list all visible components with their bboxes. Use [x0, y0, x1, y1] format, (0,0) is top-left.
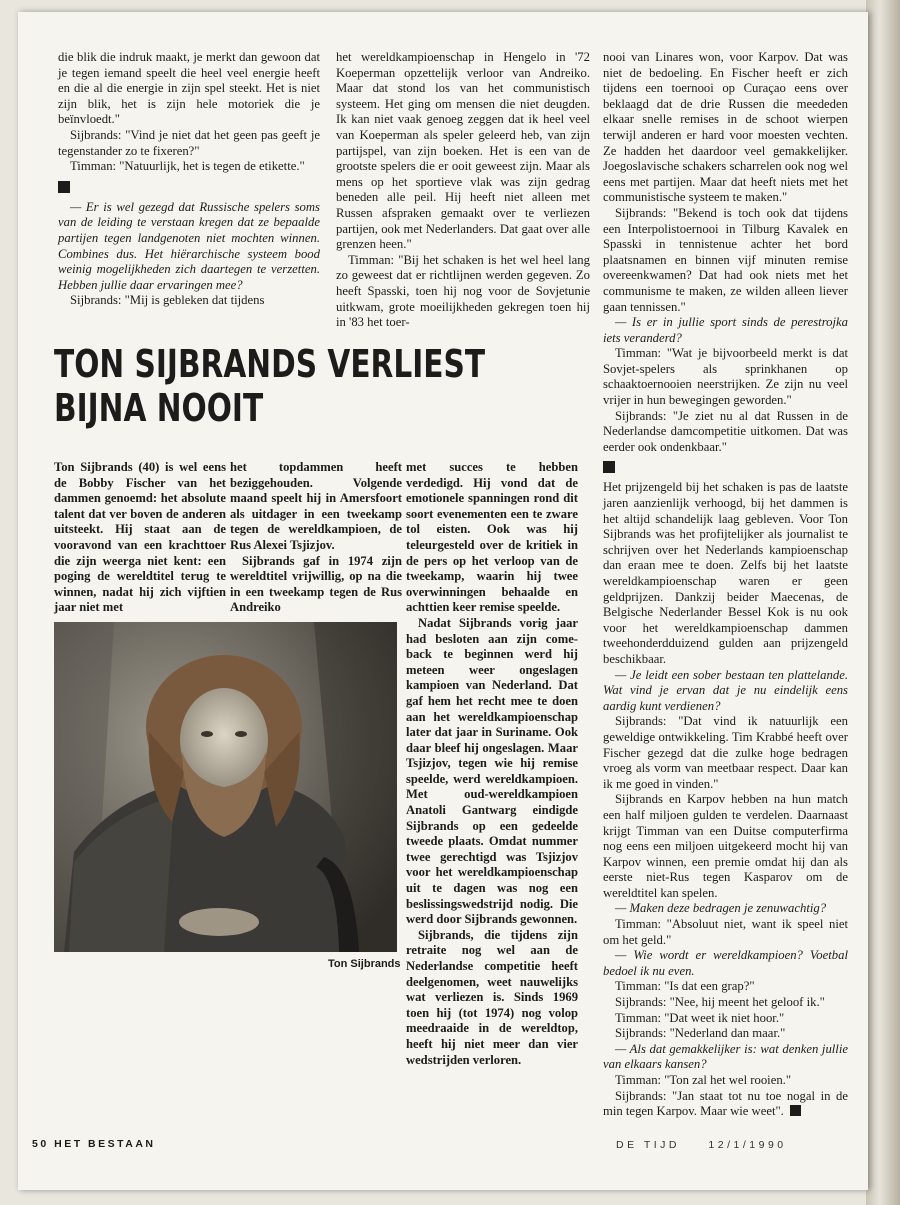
intro-column-a	[54, 460, 226, 616]
paragraph-text: Nadat Sijbrands vorig jaar had besloten aan zijn come-back te beginnen werd hij meteen weer ongeslagen kampioen van Nederland. Dat gaf hem het recht mee te doen aan het wereldkampioenschap later dat jaar in Suriname. Ook daar bleef hij ongeslagen. Maar Tsjizjov, tegen wie hij remise speelde, werd wereldkampioen. Met oud-wereldkampioen Anatoli Gantwarg eindigde Sijbrands op een gedeelde tweede plaats. Omdat nummer twee gerechtigd was Tsjizjov voor het wereldkampioenschap uit te dagen was nog een beslissingswedstrijd nodig. Die werd door Sijbrands gewonnen.	[406, 615, 578, 927]
footer-left	[32, 1138, 156, 1150]
paragraph-text: Sijbrands en Karpov hebben na hun match een half miljoen gulden te verdelen. Daarnaast krijgt Timman van een Duitse computerfirma nog eens een miljoen uitgekeerd mocht hij van Karpov winnen, een premie omdat hij dan als eerste niet-Rus tegen Kasparov om de wereldtitel kan spelen.	[603, 792, 848, 900]
headline	[54, 342, 486, 430]
section-square-icon	[58, 181, 70, 193]
paragraph-text: Timman: "Is dat een grap?"	[615, 979, 755, 994]
photo-caption: Ton Sijbrands	[328, 958, 401, 970]
paragraph	[230, 460, 402, 554]
paragraph-text: met succes te hebben verdedigd. Hij vond dat de emotionele spanningen rond dit soort evenementen een te zware tol eisten. Ook was hij teleurgesteld over de kritiek in de pers op het verloop van de tweekamp, waarin hij twee overwinningen behaalde en achttien keer remise speelde.	[406, 460, 578, 615]
issue-date: 12/1/1990	[708, 1139, 787, 1151]
paragraph-text: Sijbrands: "Nederland dan maar."	[615, 1026, 786, 1041]
paragraph-text: Ton Sijbrands (40) is wel eens de Bobby Fischer van het dammen genoemd: het absolute talent dat ver boven de anderen uitsteekt. Hij staat aan de vooravond van een krachttoer die zijn weerga niet kent: een poging de wereldtitel terug te winnen, nadat hij zich vijftien jaar niet met	[54, 460, 226, 615]
magazine-page	[18, 12, 868, 1190]
paragraph-text: die blik die indruk maakt, je merkt dan gewoon dat je tegen iemand speelt die heel veel energie heeft en die al die energie in zijn spel steekt. Het is niet zijn blik, het is zijn hele motoriek die je beïnvloedt."	[58, 50, 320, 127]
paragraph-text: — Wie wordt er wereldkampioen? Voetbal bedoel ik nu even.	[603, 948, 848, 978]
headline-line-1: TON SIJBRANDS VERLIEST	[54, 342, 486, 386]
paragraph-text: Sijbrands gaf in 1974 zijn wereldtitel vrijwillig, op na die in een tweekamp tegen de Rus Andreiko	[230, 553, 402, 615]
paragraph-text: Sijbrands, die tijdens zijn retraite nog wel aan de Nederlandse competitie heeft deelgenomen, weet nauwelijks wat verliezen is. Sinds 1969 toen hij (tot 1974) nog volop meedraaide in de wereldtop, heeft hij niet meer dan vier wedstrijden verloren.	[406, 927, 578, 1067]
paragraph	[58, 50, 320, 128]
intro-column-c	[406, 460, 578, 1068]
paragraph	[603, 315, 848, 346]
paragraph	[603, 206, 848, 315]
portrait-photo	[54, 622, 397, 952]
paragraph-text: Timman: "Dat weet ik niet hoor."	[615, 1010, 785, 1025]
paragraph-text: nooi van Linares won, voor Karpov. Dat was niet de bedoeling. En Fischer heeft er zich tijdens een toernooi op Curaçao eens over beklaagd dat de drie Russen die meededen elkaar snelle remises in de schoot wierpen terwijl anderen er hard voor moesten vechten. Ze hadden het daardoor veel gemakkelijker. Joegoslavische schakers scharrelen ook nog wel eens met partijen. Maar dat heeft niets met het communistische systeem te maken."	[603, 50, 848, 205]
paragraph	[58, 128, 320, 159]
section-square-icon	[603, 461, 615, 473]
paragraph	[406, 460, 578, 616]
paragraph-text: Het prijzengeld bij het schaken is pas de laatste jaren aanzienlijk verhoogd, bij het dammen is het altijd schandelijk laag gebleven. Voor Ton Sijbrands was het profijtelijker als journalist te schrijven over het Nederlands kampioenschap dan eraan mee te doen. Zelfs bij het laatste wereldkampioenschap waren er geen geldprijzen. Dankzij beider Maecenas, de Belgische Nederlander Bessel Kok is nu ook voor het wereldkampioenschap dammen tweehonderdduizend gulden aan prijzengeld beschikbaar.	[603, 480, 848, 666]
paragraph	[336, 50, 590, 253]
paragraph	[54, 460, 226, 616]
paragraph-text: — Er is wel gezegd dat Russische spelers soms van de leiding te verstaan kregen dat ze bepaalde partijen tegen landgenoten niet mochten winnen. Combines dus. Het hiërarchische systeem bood weinig mogelijkheden zich daartegen te verzetten. Hebben jullie daar ervaringen mee?	[58, 199, 320, 292]
paragraph-text: Timman: "Absoluut niet, want ik speel niet om het geld."	[603, 917, 848, 947]
footer-right	[616, 1139, 787, 1151]
paragraph	[336, 253, 590, 331]
paragraph-text: Sijbrands: "Jan staat tot nu toe nogal in de min tegen Karpov. Maar wie weet".	[603, 1088, 848, 1119]
paragraph	[230, 554, 402, 616]
paragraph	[603, 1026, 848, 1042]
paragraph-text: Sijbrands: "Bekend is toch ook dat tijdens een Interpolistoernooi in Tilburg Kavalek en Spasski in tennistenue achter het bord plaatsnamen en binnen vijf minuten remise overeenkwamen? Dat had ook niets met het communisme te maken, ze wilden alleen liever gaan tennissen."	[603, 205, 848, 314]
column-2-top	[336, 50, 590, 331]
paragraph-text: — Maken deze bedragen je zenuwachtig?	[615, 901, 827, 916]
headline-line-2: BIJNA NOOIT	[54, 386, 264, 430]
paragraph-text: Sijbrands: "Mij is gebleken dat tijdens	[70, 293, 265, 308]
paragraph	[603, 346, 848, 408]
publication-name: DE TIJD	[616, 1139, 680, 1151]
paragraph	[603, 1089, 848, 1120]
paragraph-text: — Als dat gemakkelijker is: wat denken jullie van elkaars kansen?	[603, 1041, 848, 1072]
paragraph	[603, 792, 848, 901]
column-3	[603, 50, 848, 1120]
paragraph	[603, 409, 848, 456]
paragraph-text: Sijbrands: "Vind je niet dat het geen pas geeft je tegenstander zo te fixeren?"	[58, 127, 320, 158]
paragraph	[58, 293, 320, 309]
paragraph	[603, 995, 848, 1011]
paragraph	[603, 1011, 848, 1027]
paragraph	[603, 979, 848, 995]
paragraph	[603, 1042, 848, 1073]
paragraph-text: Sijbrands: "Je ziet nu al dat Russen in de Nederlandse damcompetitie uitkomen. Dat was eerder ook ondenkbaar."	[603, 408, 848, 454]
paragraph-text: Timman: "Wat je bijvoorbeeld merkt is dat Sovjet-spelers als sprinkhanen op schaaktoernooien neerstrijken. Ze zijn nu veel vrijer in hun bewegingen geworden."	[603, 346, 848, 408]
portrait-illustration	[54, 622, 397, 952]
paragraph	[603, 480, 848, 667]
paragraph	[406, 928, 578, 1068]
paragraph	[603, 948, 848, 979]
paragraph	[603, 1073, 848, 1089]
paragraph-text: het wereldkampioenschap in Hengelo in '72 Koeperman opzettelijk verloor van Andreiko. Maar dat stond los van het communistisch systeem. Het ging om mensen die niet deugden. Ik kan niet vaak genoeg zeggen dat ik heel veel van Koeperman als speler geleerd heb, van zijn partijspel, van zijn boeken. Het is een van de grootste spelers die er ooit geweest zijn. Maar als mens op het sportieve vlak was zijn gedrag beneden alle peil. Hij heeft niet alleen met Russen afspraken gemaakt over te verliezen partijen, ook met Nederlanders. Dat gaat over alle grenzen heen."	[336, 50, 590, 252]
paragraph	[58, 159, 320, 175]
paragraph-text: Timman: "Bij het schaken is het wel heel lang zo geweest dat er richtlijnen werden gegeven. Zo heeft Spasski, toen hij nog voor de Sovjetunie uitkwam, grote moeilijkheden gekregen toen hij in '83 het toer-	[336, 252, 590, 330]
page-edge	[866, 0, 900, 1205]
paragraph	[603, 917, 848, 948]
paragraph-text: — Is er in jullie sport sinds de perestrojka iets veranderd?	[603, 315, 848, 345]
intro-column-b	[230, 460, 402, 616]
paragraph-text: Timman: "Ton zal het wel rooien."	[615, 1073, 792, 1087]
end-square-icon	[790, 1105, 801, 1116]
page-number: 50	[32, 1138, 49, 1150]
paragraph-text: het topdammen heeft beziggehouden. Volgende maand speelt hij in Amersfoort als uitdager in een tweekamp tegen de wereldkampioen, de Rus Alexei Tsjizjov.	[230, 460, 402, 552]
paragraph-text: Timman: "Natuurlijk, het is tegen de etikette."	[70, 159, 305, 174]
column-1-top	[58, 50, 320, 309]
paragraph-text: Sijbrands: "Nee, hij meent het geloof ik."	[615, 995, 825, 1010]
section-name: HET BESTAAN	[54, 1138, 156, 1150]
paragraph-text: — Je leidt een sober bestaan ten plattelande. Wat vind je ervan dat je nu eindelijk eens aardig kunt verdienen?	[603, 667, 848, 713]
paragraph-text: Sijbrands: "Dat vind ik natuurlijk een geweldige ontwikkeling. Tim Krabbé heeft over Fischer gezegd dat die zulke hoge bedragen vroeg als vorm van meetbaar respect. Daar kan ik me goed in vinden."	[603, 714, 848, 791]
paragraph	[603, 714, 848, 792]
paragraph	[406, 616, 578, 928]
paragraph	[603, 50, 848, 206]
paragraph	[603, 901, 848, 917]
paragraph	[58, 200, 320, 294]
paragraph	[603, 668, 848, 715]
